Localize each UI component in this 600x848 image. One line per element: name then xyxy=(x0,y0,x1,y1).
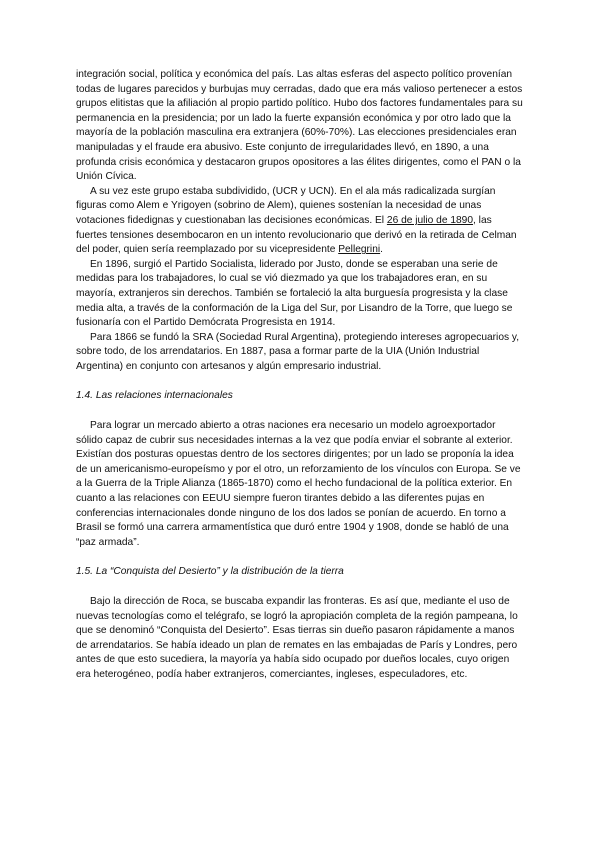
paragraph-sra: Para 1866 se fundó la SRA (Sociedad Rural Argentina), protegiendo intereses agropecuarios y, sobre todo, de los arrendatarios. En 1887, pasa a formar parte de la UIA (Unión Industrial Argentina) en conjunto con artesanos y algún empresario industrial. xyxy=(76,331,520,372)
paragraph-subdivision-text-a: A su vez este grupo estaba subdividido, (UCR y UCN). En el ala más radicalizada surgían figuras como Alem e Yrigoyen (sobrino de Alem), quienes sostenían la necesidad de unas votaciones fidedignas y cuestionaban las decisiones económicas. El xyxy=(76,185,496,226)
paragraph-integracion: integración social, política y económica del país. Las altas esferas del aspecto político provenían todas de lugares parecidos y burbujas muy cerradas, dado que era más valioso pertenecer a estos grupos elitistas que la afiliación al propio partido político. Hubo dos factores fundamentales para su permanencia en la presidencia; por un lado la fuerte expansión económica y por otro lado que la mayoría de la población masculina era extranjera (60%-70%). Las elecciones presidenciales eran manipuladas y el fraude era abusivo. Este conjunto de irregularidades llevó, en 1890, a una profunda crisis económica y destacaron grupos opositores a las élites dirigentes, como el PAN o la Unión Cívica. xyxy=(76,69,523,183)
paragraph-partido-socialista: En 1896, surgió el Partido Socialista, liderado por Justo, donde se esperaban una serie de medidas para los trabajadores, lo cual se vió diezmado ya que los trabajadores eran, en su mayoría, extranjeros sin derechos. También se fortaleció la alta burguesía progresista y la clase media alta, a través de la conformación de la Liga del Sur, por Lisandro de la Torre, que luego se fusionaría con el Partido Demócrata Progresista en 1914. xyxy=(76,258,513,329)
paragraph-relaciones-internacionales: Para lograr un mercado abierto a otras naciones era necesario un modelo agroexportador sólido capaz de cubrir sus necesidades internas a la vez que podía enviar el sobrante al exterior. Existían dos posturas opuestas dentro de los sectores dirigentes; por un lado se proponía la idea de un americanismo-europeísmo y por el otro, un reforzamiento de los vínculos con Europa. Se ve a la Guerra de la Triple Alianza (1865-1870) como el hecho fundacional de la política exterior. En cuanto a las relaciones con EEUU siempre fueron tirantes debido a las diferentes pujas en conferencias internacionales donde ninguno de los dos lados se ponían de acuerdo. En torno a Brasil se formó una carrera armamentística que duró entre 1904 y 1908, donde se habló de una “paz armada”. xyxy=(76,420,521,548)
paragraph-conquista-desierto: Bajo la dirección de Roca, se buscaba expandir las fronteras. Es así que, mediante el uso de nuevas tecnologías como el telégrafo, se logró la apropiación completa de la región pampeana, lo que se denominó “Conquista del Desierto”. Esas tierras sin dueño pasaron rápidamente a manos de arrendatarios. Se había ideado un plan de remates en las embajadas de París y Londres, pero antes de que esto sucediera, la mayoría ya había sido ocupado por dueños locales, cuyo origen era heterogéneo, podía haber extranjeros, comerciantes, ingleses, especuladores, etc. xyxy=(76,596,518,680)
paragraph-subdivision xyxy=(76,185,524,258)
link-pellegrini[interactable]: Pellegrini xyxy=(338,244,381,256)
link-26-julio-1890[interactable]: 26 de julio de 1890 xyxy=(386,214,474,226)
section-heading-relaciones-internacionales: 1.4. Las relaciones internacionales xyxy=(76,390,233,402)
section-heading-conquista-desierto: 1.5. La “Conquista del Desierto” y la distribución de la tierra xyxy=(76,566,344,578)
paragraph-subdivision-text-b: , las fuertes tensiones desembocaron en un intento revolucionario que derivó en la retirada de Celman del poder, quien sería reemplazado por su vicepresidente xyxy=(76,214,517,256)
paragraph-subdivision-text-c: . xyxy=(380,244,383,256)
